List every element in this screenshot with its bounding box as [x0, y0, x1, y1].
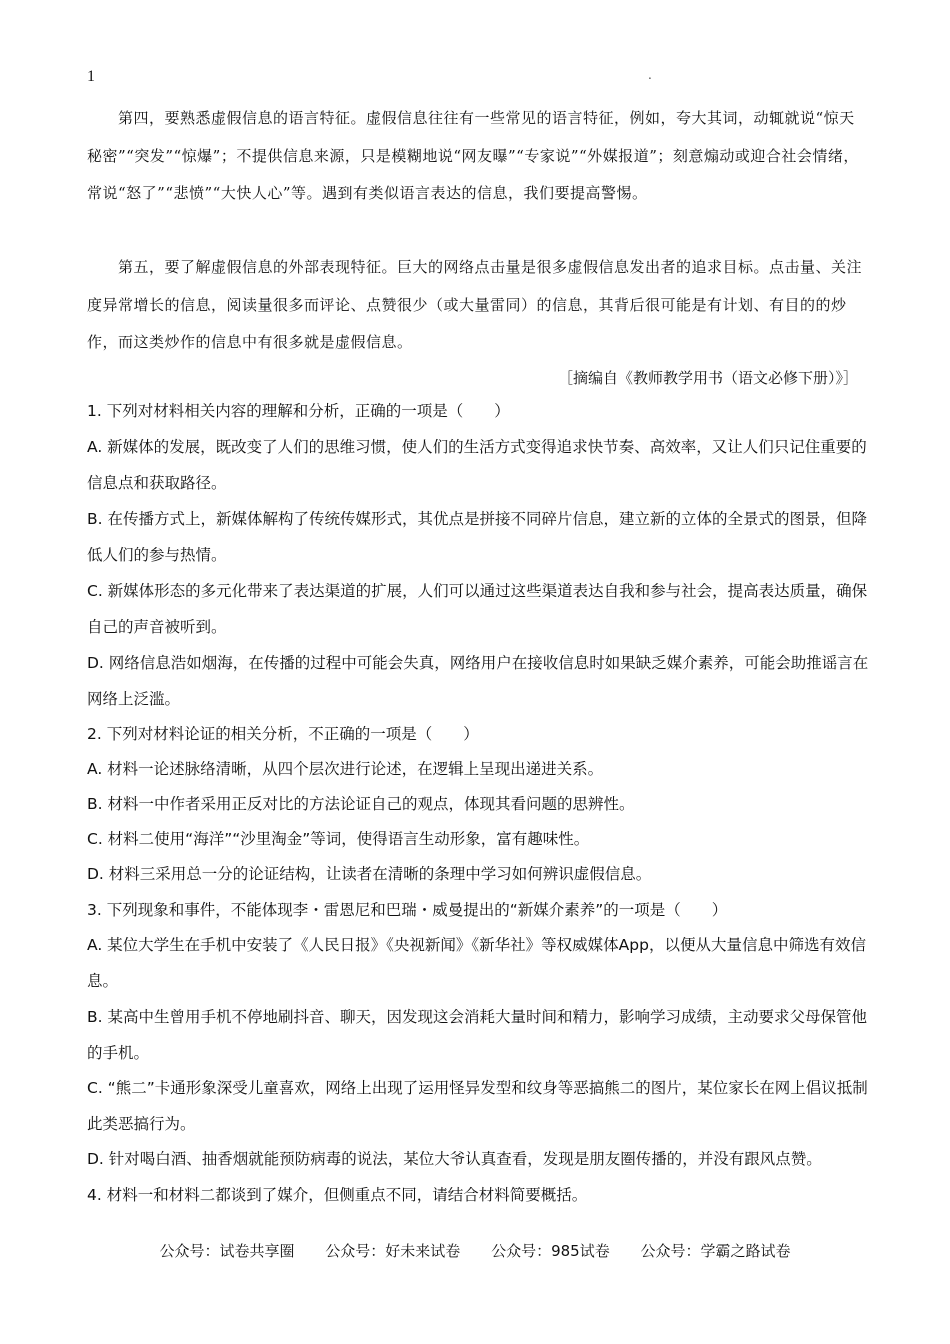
footer-link: 公众号：试卷共享圈: [159, 1242, 295, 1260]
footer-link: 公众号：学霸之路试卷: [640, 1242, 791, 1260]
question-3-option-a: A. 某位大学生在手机中安装了《人民日报》《央视新闻》《新华社》等权威媒体App，以便从大量信息中筛选有效信息。: [87, 936, 866, 990]
question-2-option-b: B. 材料一中作者采用正反对比的方法论证自己的观点，体现其看问题的思辨性。: [87, 795, 635, 813]
page-number: 1: [87, 68, 95, 85]
question-1-option-c: C. 新媒体形态的多元化带来了表达渠道的扩展，人们可以通过这些渠道表达自我和参与社会，提高表达质量，确保自己的声音被听到。: [87, 582, 868, 636]
top-dot: .: [648, 68, 652, 82]
passage-paragraph-5: 第五，要了解虚假信息的外部表现特征。巨大的网络点击量是很多虚假信息发出者的追求目标。点击量、关注度异常增长的信息，阅读量很多而评论、点赞很少（或大量雷同）的信息，其背后很可能是有计划、有目的的炒作，而这类炒作的信息中有很多就是虚假信息。: [87, 258, 863, 351]
question-2-stem: 2. 下列对材料论证的相关分析，不正确的一项是（ ）: [87, 725, 479, 743]
passage-paragraph-4: 第四，要熟悉虚假信息的语言特征。虚假信息往往有一些常见的语言特征，例如，夸大其词，动辄就说“惊天秘密”“突发”“惊爆”；不提供信息来源，只是模糊地说“网友曝”“专家说”“外媒报道”；刻意煽动或迎合社会情绪，常说“怒了”“悲愤”“大快人心”等。遇到有类似语言表达的信息，我们要提高警惕。: [87, 109, 859, 202]
question-2-option-c: C. 材料二使用“海洋”“沙里淘金”等词，使得语言生动形象，富有趣味性。: [87, 830, 590, 848]
question-3-option-b: B. 某高中生曾用手机不停地刷抖音、聊天，因发现这会消耗大量时间和精力，影响学习成绩，主动要求父母保管他的手机。: [87, 1008, 867, 1062]
question-1-stem: 1. 下列对材料相关内容的理解和分析，正确的一项是（ ）: [87, 402, 510, 420]
question-1-option-b: B. 在传播方式上，新媒体解构了传统传媒形式，其优点是拼接不同碎片信息，建立新的立体的全景式的图景，但降低人们的参与热情。: [87, 510, 867, 564]
footer-link: 公众号：好未来试卷: [325, 1242, 461, 1260]
footer-link: 公众号：985试卷: [491, 1242, 610, 1260]
question-1-option-a: A. 新媒体的发展，既改变了人们的思维习惯，使人们的生活方式变得追求快节奏、高效率，又让人们只记住重要的信息点和获取路径。: [87, 438, 867, 492]
source-citation: ［摘编自《教师教学用书（语文必修下册）》］: [557, 369, 858, 387]
question-3-stem: 3. 下列现象和事件，不能体现李・雷恩尼和巴瑞・威曼提出的“新媒介素养”的一项是（ ）: [87, 901, 728, 919]
question-2-option-a: A. 材料一论述脉络清晰，从四个层次进行论述，在逻辑上呈现出递进关系。: [87, 760, 604, 778]
question-4-stem: 4. 材料一和材料二都谈到了媒介，但侧重点不同，请结合材料简要概括。: [87, 1186, 588, 1204]
question-3-option-d: D. 针对喝白酒、抽香烟就能预防病毒的说法，某位大爷认真查看，发现是朋友圈传播的，并没有跟风点赞。: [87, 1150, 822, 1168]
question-1-option-d: D. 网络信息浩如烟海，在传播的过程中可能会失真，网络用户在接收信息时如果缺乏媒介素养，可能会助推谣言在网络上泛滥。: [87, 654, 869, 708]
footer: [0, 1240, 950, 1261]
question-3-option-c: C. “熊二”卡通形象深受儿童喜欢，网络上出现了运用怪异发型和纹身等恶搞熊二的图片，某位家长在网上倡议抵制此类恶搞行为。: [87, 1079, 868, 1133]
question-2-option-d: D. 材料三采用总一分的论证结构，让读者在清晰的条理中学习如何辨识虚假信息。: [87, 865, 652, 883]
